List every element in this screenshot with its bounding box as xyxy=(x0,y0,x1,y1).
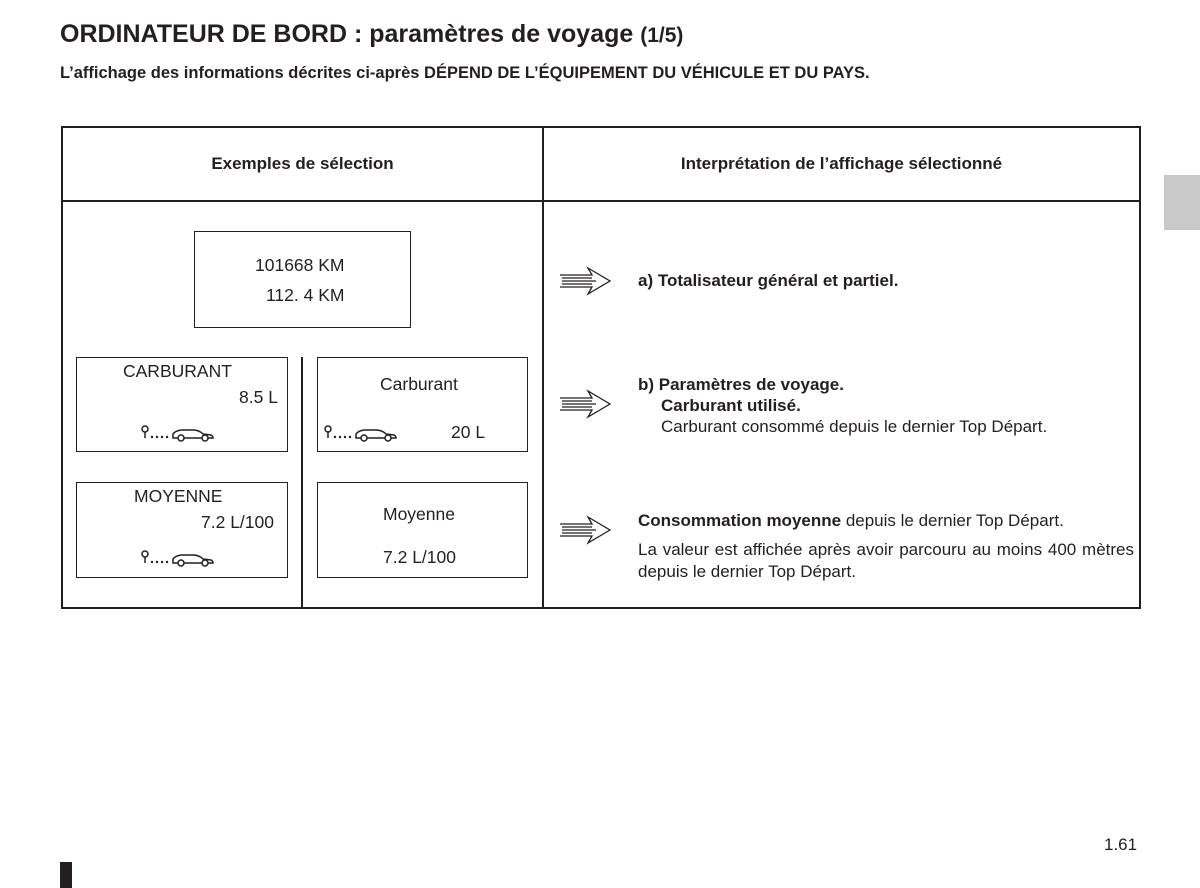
double-arrow-icon xyxy=(558,388,614,420)
interp-b-text: Carburant consommé depuis le dernier Top Départ. xyxy=(661,417,1048,436)
page-title xyxy=(60,20,683,49)
interpretation-a xyxy=(638,270,898,291)
info-table xyxy=(61,126,1141,609)
avg-b-label: Moyenne xyxy=(383,504,455,524)
fuel-a-label: CARBURANT xyxy=(123,361,232,381)
fuel-b-label: Carburant xyxy=(380,374,458,394)
page-title-text: ORDINATEUR DE BORD : paramètres de voyage xyxy=(60,20,634,48)
avg-a-value: 7.2 L/100 xyxy=(201,512,274,532)
double-arrow-icon xyxy=(558,514,614,546)
avg-a-label: MOYENNE xyxy=(134,486,223,506)
column-header-examples: Exemples de sélection xyxy=(211,154,394,173)
column-header-interpretation: Interprétation de l’affichage sélectionné xyxy=(680,154,1003,173)
route-car-icon xyxy=(324,424,400,444)
avg-b-value: 7.2 L/100 xyxy=(383,547,456,567)
average-display-b xyxy=(317,482,528,578)
example-divider xyxy=(301,357,303,607)
page-number: 1.61 xyxy=(1104,835,1138,854)
interp-c-main: Consommation moyenne depuis le dernier Top Départ. xyxy=(638,511,1064,530)
fuel-display-b xyxy=(317,357,528,452)
page-subtitle: L’affichage des informations décrites ci-après DÉPEND DE L’ÉQUIPEMENT DU VÉHICULE ET DU PAYS. xyxy=(60,64,870,82)
double-arrow-icon xyxy=(558,265,614,297)
interpretation-b xyxy=(638,374,1128,437)
interpretation-c xyxy=(638,510,1134,583)
interp-a-text: a) Totalisateur général et partiel. xyxy=(638,271,899,290)
header-divider xyxy=(63,200,1139,202)
interp-b-title: b) Paramètres de voyage. xyxy=(638,375,844,394)
route-car-icon xyxy=(141,549,217,569)
section-tab xyxy=(1164,175,1200,230)
route-car-icon xyxy=(141,424,217,444)
interp-b-sub: Carburant utilisé. xyxy=(661,396,801,415)
odometer-total: 101668 KM xyxy=(255,255,345,275)
page-part: (1/5) xyxy=(640,24,684,47)
odometer-display xyxy=(194,231,411,328)
odometer-partial: 112. 4 KM xyxy=(266,285,345,305)
fuel-a-value: 8.5 L xyxy=(239,387,278,407)
fuel-b-value: 20 L xyxy=(451,422,486,442)
average-display-a xyxy=(76,482,288,578)
fuel-display-a xyxy=(76,357,288,452)
interp-c-note: La valeur est affichée après avoir parcouru au moins 400 mètres depuis le dernier Top Départ. xyxy=(638,540,1134,581)
corner-marker xyxy=(60,862,72,888)
